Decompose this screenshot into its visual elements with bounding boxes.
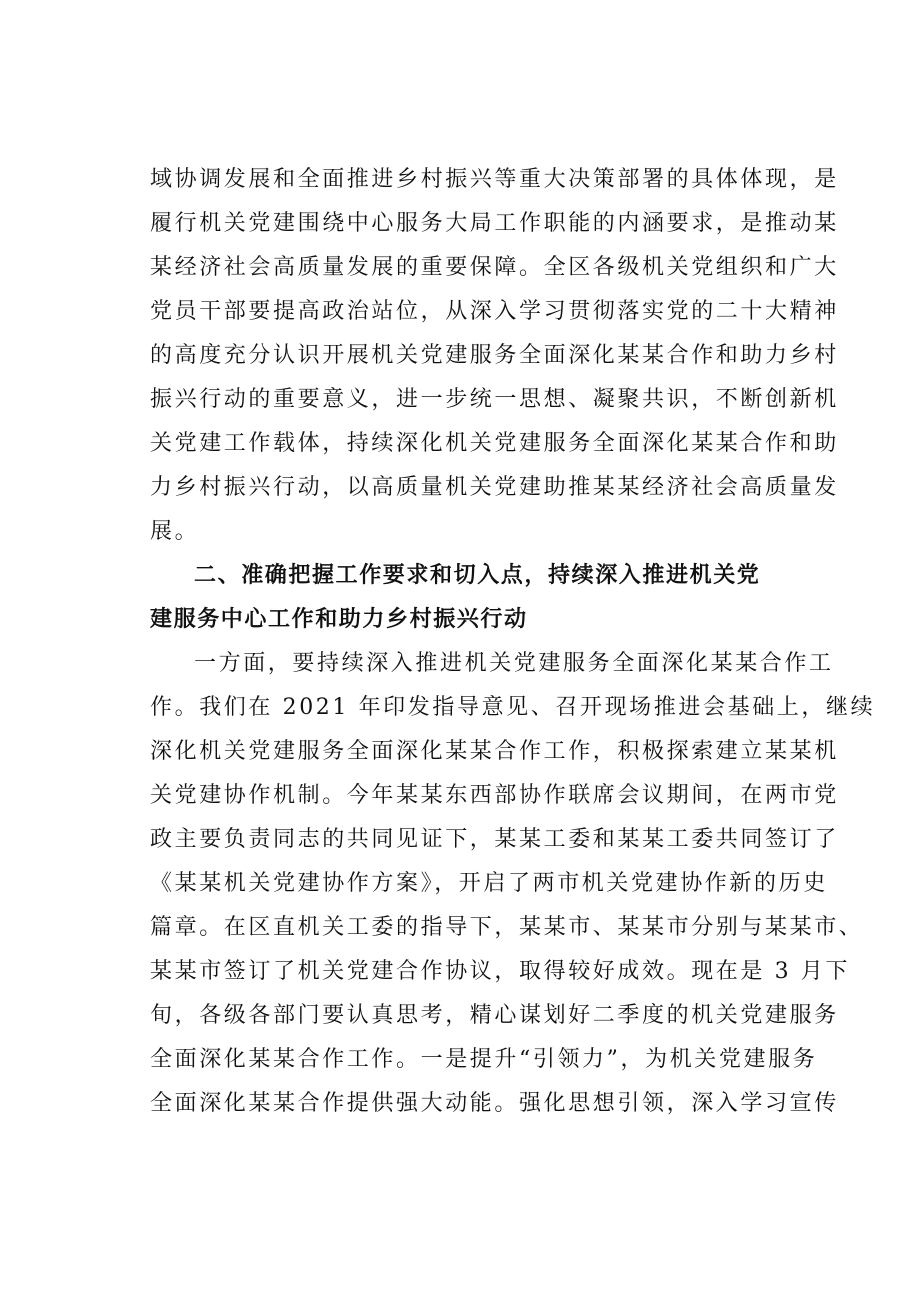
paragraph-line: 履行机关党建围绕中心服务大局工作职能的内涵要求，是推动某 <box>150 211 839 236</box>
paragraph-line: 全面深化某某合作工作。一是提升“引领力”，为机关党建服务 <box>150 1047 818 1072</box>
paragraph-line: 域协调发展和全面推进乡村振兴等重大决策部署的具体体现，是 <box>150 167 839 192</box>
paragraph-line: 关党建工作载体，持续深化机关党建服务全面深化某某合作和助 <box>150 431 839 456</box>
paragraph-line: 作。我们在 2021 年印发指导意见、召开现场推进会基础上，继续 <box>150 695 876 720</box>
paragraph-line: 的高度充分认识开展机关党建服务全面深化某某合作和助力乡村 <box>150 343 839 368</box>
paragraph-line: 展。 <box>150 519 200 544</box>
paragraph-line: 深化机关党建服务全面深化某某合作工作，积极探索建立某某机 <box>150 739 839 764</box>
paragraph-line: 一方面，要持续深入推进机关党建服务全面深化某某合作工 <box>194 651 834 676</box>
section-heading: 二、准确把握工作要求和切入点，持续深入推进机关党 <box>194 563 761 588</box>
paragraph-line: 旬，各级各部门要认真思考，精心谋划好二季度的机关党建服务 <box>150 1003 839 1028</box>
paragraph-line: 力乡村振兴行动，以高质量机关党建助推某某经济社会高质量发 <box>150 475 839 500</box>
paragraph-line: 党员干部要提高政治站位，从深入学习贯彻落实党的二十大精神 <box>150 299 839 324</box>
paragraph-line: 篇章。在区直机关工委的指导下，某某市、某某市分别与某某市、 <box>150 915 864 940</box>
paragraph-line: 某经济社会高质量发展的重要保障。全区各级机关党组织和广大 <box>150 255 839 280</box>
paragraph-line: 全面深化某某合作提供强大动能。强化思想引领，深入学习宣传 <box>150 1091 839 1116</box>
paragraph-line: 政主要负责同志的共同见证下，某某工委和某某工委共同签订了 <box>150 827 839 852</box>
paragraph-line: 《某某机关党建协作方案》，开启了两市机关党建协作新的历史 <box>150 871 828 896</box>
paragraph-line: 振兴行动的重要意义，进一步统一思想、凝聚共识，不断创新机 <box>150 387 839 412</box>
paragraph-line: 关党建协作机制。今年某某东西部协作联席会议期间，在两市党 <box>150 783 839 808</box>
paragraph-line: 某某市签订了机关党建合作协议，取得较好成效。现在是 3 月下 <box>150 959 850 984</box>
section-heading: 建服务中心工作和助力乡村振兴行动 <box>150 607 528 632</box>
